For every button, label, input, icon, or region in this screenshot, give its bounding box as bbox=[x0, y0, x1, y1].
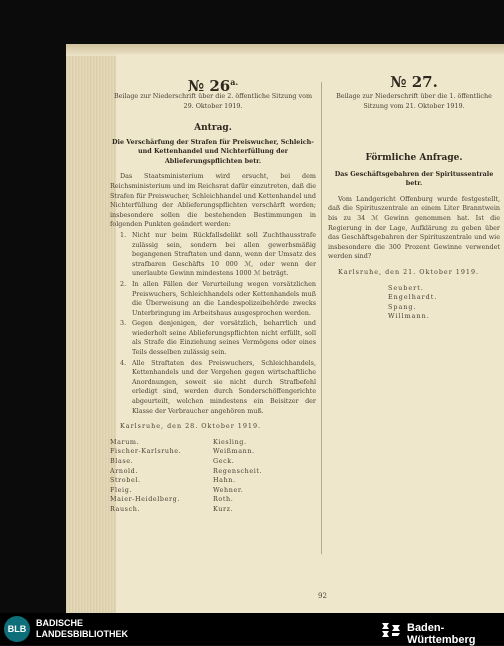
signatory: Hahn. bbox=[213, 476, 236, 485]
footer-bar bbox=[0, 613, 504, 645]
left-heading: Antrag. bbox=[194, 123, 232, 133]
signatory: Roth. bbox=[213, 495, 234, 504]
item-text: Nicht nur beim Rückfallsdelikt soll Zuchthausstrafe zulässig sein, sondern bei allen gewerbsmäßig begangenen Straftaten und dann, wenn der Umsatz des strafbaren Geschäfts 10 000 ℳ, oder wenn der unerlaubte Gewinn mindestens 1000 ℳ beträgt. bbox=[132, 230, 316, 278]
coat-of-arms-icon bbox=[380, 619, 402, 639]
item-number: 2. bbox=[120, 279, 127, 288]
right-heading: Förmliche Anfrage. bbox=[365, 153, 463, 163]
item-text: Gegen denjenigen, der vorsätzlich, beharrlich und wiederholt seine Ablieferungspflichten nicht erfüllt, soll als Strafe die Einziehung seines Vermögens oder eines Teils desselben zulässig sein. bbox=[132, 319, 316, 357]
column-divider bbox=[321, 82, 322, 554]
signatory: Rausch. bbox=[110, 504, 141, 513]
list-item bbox=[110, 280, 316, 318]
signatory: Maier-Heidelberg. bbox=[110, 495, 180, 504]
right-signatories bbox=[388, 284, 500, 322]
library-name-line2: LANDESBIBLIOTHEK bbox=[36, 629, 128, 639]
left-column bbox=[110, 72, 316, 515]
signatory: Fischer-Karlsruhe. bbox=[110, 447, 182, 456]
list-item bbox=[110, 359, 316, 417]
signatory: Regenscheit. bbox=[213, 466, 263, 475]
item-number: 4. bbox=[120, 358, 127, 367]
signatory: Strobel. bbox=[110, 476, 141, 485]
right-date: Karlsruhe, den 21. Oktober 1919. bbox=[338, 267, 480, 276]
signatory: Marum. bbox=[110, 437, 140, 446]
signatory: Engelhardt. bbox=[388, 293, 438, 302]
right-column bbox=[328, 72, 500, 322]
signatory: Willmann. bbox=[388, 312, 430, 321]
page-number: 92 bbox=[318, 592, 327, 600]
signatory: Spang. bbox=[388, 302, 417, 311]
left-caption: Beilage zur Niederschrift über die 2. öffentliche Sitzung vom 29. Oktober 1919. bbox=[113, 92, 313, 110]
signatory: Wehner. bbox=[213, 485, 244, 494]
signatory: Seubert. bbox=[388, 283, 424, 292]
item-number: 3. bbox=[120, 319, 127, 328]
right-caption: Beilage zur Niederschrift über die 1. öffentliche Sitzung vom 21. Oktober 1919. bbox=[336, 92, 492, 110]
signatory: Kiesling. bbox=[213, 437, 247, 446]
left-date: Karlsruhe, den 28. Oktober 1919. bbox=[120, 422, 262, 431]
number-text: № 26 bbox=[187, 77, 231, 95]
library-name[interactable] bbox=[36, 618, 128, 640]
list-item bbox=[110, 319, 316, 357]
number-sup: a. bbox=[230, 77, 239, 87]
list-item bbox=[110, 231, 316, 279]
library-name-line1: BADISCHE bbox=[36, 618, 84, 628]
right-paragraph: Vom Landgericht Offenburg wurde festgestellt, daß die Spirituszentrale an einem Liter Branntwein bis zu 34 ℳ Gewinn genommen hat. Ist die Regierung in der Lage, Aufklärung zu geben über das Geschäftsgebahren der Spirituszentrale und wie insbesondere die 300 Prozent Gewinne verwendet werden sind? bbox=[328, 194, 500, 261]
signatory: Fleig. bbox=[110, 485, 133, 494]
left-subheading: Die Verschärfung der Strafen für Preiswucher, Schleich- und Kettenhandel und Nichterfüllung der Ablieferungspflichten betr. bbox=[112, 137, 314, 165]
signatory: Arnold. bbox=[110, 466, 138, 475]
blb-logo-icon[interactable]: BLB bbox=[4, 616, 30, 642]
signatory: Geck. bbox=[213, 457, 235, 465]
right-subheading: Das Geschäftsgebahren der Spiritussentrale betr. bbox=[334, 169, 494, 188]
item-text: Alle Straftaten des Preiswuchers, Schleichhandels, Kettenhandels und der Vergehen gegen wirtschaftliche Anordnungen, soweit sie nicht durch Strafbefehl erledigt sind, werden durch Sonderschöffengerichte abgeurteilt, welchen mindestens ein Beisitzer der Klasse der Verbraucher angehören muß. bbox=[132, 358, 316, 415]
signatory: Blase. bbox=[110, 457, 134, 465]
demands-list bbox=[110, 231, 316, 416]
signatory: Kurz. bbox=[213, 504, 234, 513]
document-number-27: № 27. bbox=[390, 73, 438, 91]
left-paragraph: Das Staatsministerium wird ersucht, bei dem Reichsministerium und im Reichsrat dafür einzutreten, daß die Strafen für Preiswucher, Schleichhandel und Kettenhandel und Nichterfüllung der Ablieferungspflichten verschärft werden; insbesondere sollen die bestehenden Bestimmungen in folgenden Punkten geändert werden: bbox=[110, 172, 316, 229]
item-number: 1. bbox=[120, 230, 127, 239]
left-signatories bbox=[110, 438, 316, 515]
signatory: Weißmann. bbox=[213, 447, 255, 456]
item-text: In allen Fällen der Verurteilung wegen vorsätzlichen Preiswuchers, Schleichhandels oder Kettenhandels muß die Überweisung an die Landespolizeibehörde zwecks Unterbringung im Arbeitshaus ausgesprochen werden. bbox=[132, 279, 316, 317]
state-name[interactable]: Baden-Württemberg bbox=[407, 622, 476, 646]
document-number-26a bbox=[110, 72, 316, 95]
